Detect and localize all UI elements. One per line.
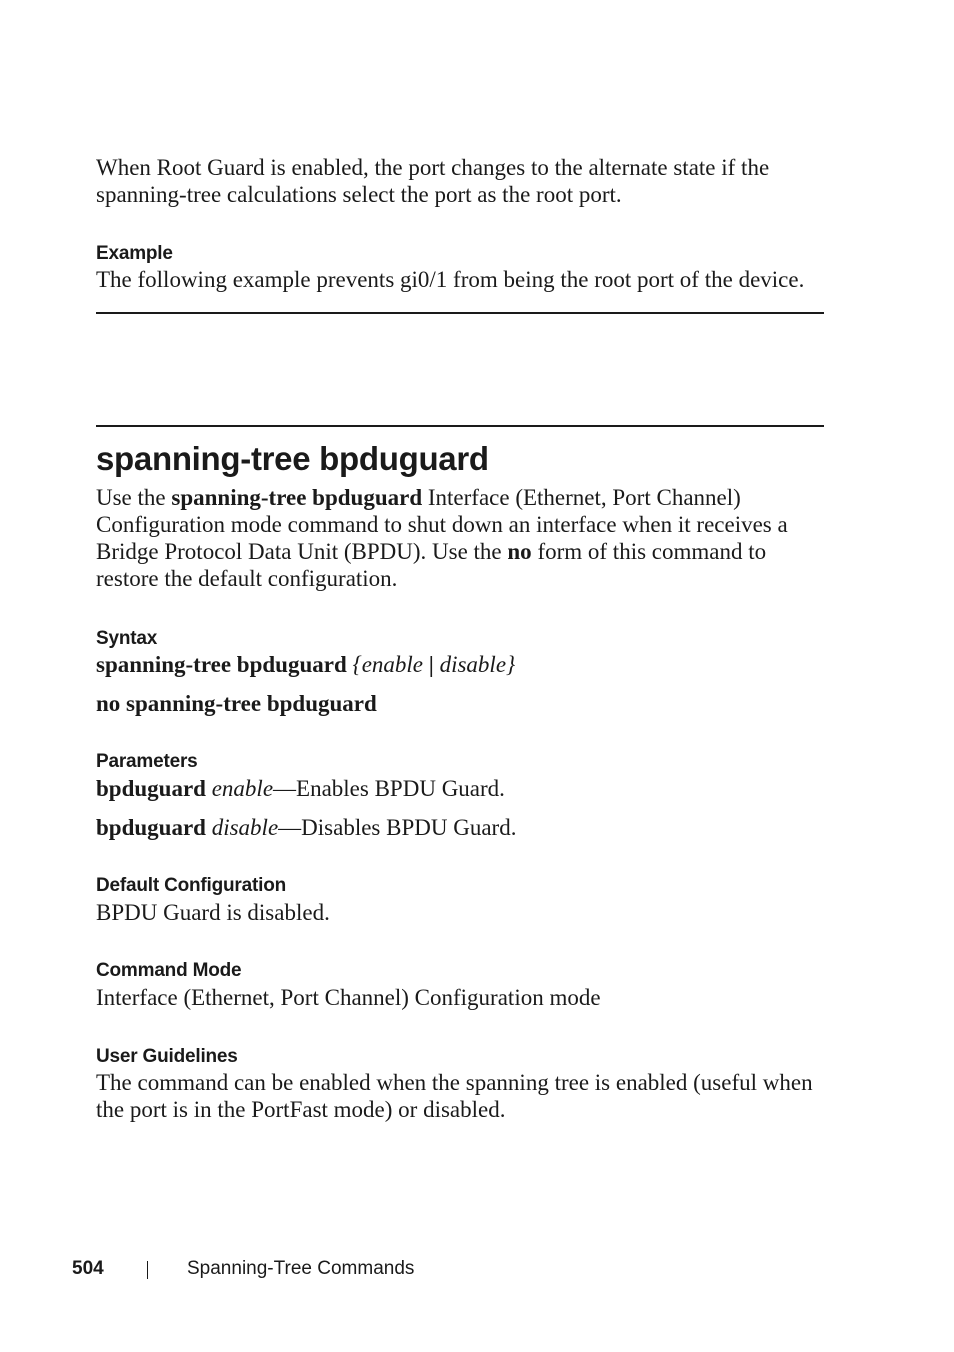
syntax-arg-enable: enable <box>361 652 424 677</box>
syntax-no-command: no spanning-tree bpduguard <box>96 691 377 716</box>
syntax-separator: | <box>428 652 434 677</box>
example-heading: Example <box>96 243 173 264</box>
description-paragraph <box>96 484 824 592</box>
footer-separator <box>147 1261 148 1279</box>
parameter-item <box>96 775 824 802</box>
parameter-keyword: bpduguard <box>96 815 206 840</box>
user-guidelines-heading: User Guidelines <box>96 1046 238 1067</box>
parameter-arg: disable <box>211 815 279 840</box>
syntax-line-1 <box>96 651 824 678</box>
parameter-desc: —Disables BPDU Guard. <box>278 815 517 840</box>
default-config-heading: Default Configuration <box>96 875 287 896</box>
example-text: The following example prevents gi0/1 from being the root port of the device. <box>96 267 805 292</box>
syntax-brace-open: { <box>352 652 362 677</box>
description-prefix: Use the <box>96 485 166 510</box>
syntax-brace-close: } <box>506 652 516 677</box>
command-mode-heading: Command Mode <box>96 960 242 981</box>
default-config-text: BPDU Guard is disabled. <box>96 900 330 925</box>
parameter-arg: enable <box>211 776 274 801</box>
syntax-command: spanning-tree bpduguard <box>96 652 347 677</box>
command-mode-text: Interface (Ethernet, Port Channel) Configuration mode <box>96 985 601 1010</box>
syntax-heading: Syntax <box>96 628 158 649</box>
description-command: spanning-tree bpduguard <box>171 485 423 510</box>
description-middle: Interface (Ethernet, Port Channel) Configuration mode command to shut down an interface when it receives a Bridge Protocol Data Unit (BPDU). Use the <box>96 485 788 564</box>
footer-chapter-title: Spanning-Tree Commands <box>187 1258 415 1279</box>
page-number: 504 <box>72 1258 104 1279</box>
syntax-line-2 <box>96 690 824 717</box>
section-divider-top <box>96 425 824 427</box>
syntax-arg-disable: disable <box>439 652 507 677</box>
parameter-item <box>96 814 824 841</box>
section-divider-bottom <box>96 312 824 314</box>
parameter-desc: —Enables BPDU Guard. <box>273 776 505 801</box>
page-title: spanning-tree bpduguard <box>96 440 489 477</box>
intro-paragraph: When Root Guard is enabled, the port changes to the alternate state if the spanning-tree calculations select the port as the root port. <box>96 155 770 207</box>
description-suffix: form of this command to restore the default configuration. <box>96 539 767 591</box>
description-no-keyword: no <box>507 539 532 564</box>
user-guidelines-text: The command can be enabled when the spanning tree is enabled (useful when the port is in the PortFast mode) or disabled. <box>96 1070 813 1122</box>
parameter-keyword: bpduguard <box>96 776 206 801</box>
parameters-heading: Parameters <box>96 751 198 772</box>
